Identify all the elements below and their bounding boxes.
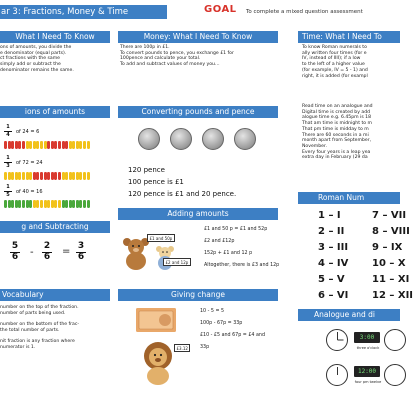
bead	[83, 141, 86, 149]
denominator: 6	[11, 251, 19, 262]
roman-numeral: 1 – I	[318, 210, 341, 221]
conversion-line: 100 pence is £1	[128, 178, 184, 186]
bead	[8, 141, 11, 149]
bead	[18, 141, 21, 149]
text-line: month apart from September,	[302, 138, 372, 144]
bead	[76, 200, 79, 208]
analogue-clock-icon	[384, 329, 406, 351]
analogue-clock-icon	[326, 364, 348, 386]
money-heading: Money: What I Need To Know	[118, 31, 278, 43]
bead	[8, 172, 11, 180]
roman-numeral: 12 – XII	[372, 290, 413, 301]
bead	[54, 141, 57, 149]
text-line: denominator remains the same.	[0, 67, 74, 73]
text-line: 100pence and calculate your total.	[120, 56, 201, 62]
adding-amounts-heading: Adding amounts	[118, 208, 278, 220]
text-line: 33p	[200, 345, 210, 350]
bead	[54, 172, 57, 180]
coin-icon	[234, 128, 256, 150]
price-tag: £3.12	[174, 344, 190, 352]
fraction	[42, 242, 52, 262]
text-line: 100p - 67p = 33p	[200, 321, 243, 326]
bead	[51, 172, 54, 180]
bead	[69, 141, 72, 149]
bead	[18, 172, 21, 180]
fraction-calc: of 24 = 6	[16, 129, 40, 135]
bead	[11, 200, 14, 208]
text-line: numerator is 1.	[0, 344, 36, 350]
bead	[11, 172, 14, 180]
bead	[87, 200, 90, 208]
bead	[47, 141, 50, 149]
bead	[65, 141, 68, 149]
bead	[44, 200, 47, 208]
coin-icon	[138, 128, 160, 150]
fraction-equation	[8, 242, 108, 266]
bead	[83, 200, 86, 208]
roman-numeral: 5 – V	[318, 274, 345, 285]
text-line: simply add or subtract the	[0, 62, 61, 68]
bead	[33, 141, 36, 149]
hour-hand	[338, 340, 344, 341]
price-tag: £1 and 50p	[147, 234, 175, 242]
roman-numeral: 4 – IV	[318, 258, 349, 269]
bead	[15, 172, 18, 180]
bead	[51, 141, 54, 149]
bead	[87, 141, 90, 149]
numerator: 1	[6, 124, 10, 130]
roman-numeral: 9 – IX	[372, 242, 403, 253]
bead	[22, 172, 25, 180]
text-line: extra day in February (29 da	[302, 155, 368, 161]
fractions-of-amounts-heading: ions of amounts	[0, 106, 110, 118]
fraction	[76, 242, 86, 262]
bead	[76, 172, 79, 180]
text-line: number on the bottom of the frac-	[0, 322, 80, 328]
bead	[36, 200, 39, 208]
adding-subtracting-heading: g and Subtracting	[0, 221, 110, 233]
fractions-intro	[0, 45, 110, 74]
price-tag: £2 and 12p	[163, 258, 191, 266]
fraction	[10, 242, 20, 262]
clock-caption: four pm twelve	[354, 380, 382, 384]
bead	[36, 141, 39, 149]
text-line: ally written four times (for e	[302, 50, 367, 56]
bead	[4, 200, 7, 208]
bead	[33, 200, 36, 208]
roman-numeral: 8 – VIII	[372, 226, 410, 237]
text-line: ct fractions with the same	[0, 56, 61, 62]
bead	[79, 200, 82, 208]
bead	[47, 200, 50, 208]
bead	[22, 200, 25, 208]
bead	[79, 172, 82, 180]
fraction-row	[0, 184, 110, 200]
fraction-row	[0, 155, 110, 171]
bead	[87, 172, 90, 180]
bead	[29, 172, 32, 180]
bead	[26, 200, 29, 208]
bead	[44, 172, 47, 180]
bead	[26, 172, 29, 180]
text-line: alogue time e.g. 6.45pm is 18	[302, 115, 372, 121]
conversion-line: 120 pence is £1 and 20 pence.	[128, 190, 237, 198]
bead	[18, 200, 21, 208]
bead-strip	[4, 200, 90, 208]
roman-numerals-table	[298, 210, 413, 306]
bead	[15, 141, 18, 149]
equals-sign: =	[62, 246, 71, 257]
denominator: 6	[77, 251, 85, 262]
digital-clock: 3:00	[354, 332, 380, 343]
bead	[15, 200, 18, 208]
time-reading-text	[302, 104, 400, 161]
roman-numeral: 6 – VI	[318, 290, 349, 301]
bead	[83, 172, 86, 180]
bead	[29, 141, 32, 149]
bead	[62, 172, 65, 180]
text-line: To add and subtract values of money you…	[120, 62, 220, 68]
minus-sign: -	[30, 247, 34, 258]
bead	[79, 141, 82, 149]
change-text	[200, 306, 280, 354]
banknote-icon	[136, 308, 176, 332]
roman-numerals-heading: Roman Num	[298, 192, 400, 204]
numerator: 3	[77, 241, 85, 251]
money-intro	[120, 45, 278, 68]
numerator: 5	[11, 241, 19, 251]
bead	[36, 172, 39, 180]
text-line: to the left of a higher value	[302, 62, 365, 68]
denominator: 5	[6, 191, 10, 198]
text-line: number of parts being used.	[0, 310, 66, 316]
text-line: £10 - £5 and 67p = £4 and	[200, 333, 265, 338]
numerator: 1	[6, 155, 10, 161]
fraction-calc: of 72 = 24	[16, 160, 43, 166]
bead	[51, 200, 54, 208]
vocabulary-heading: Vocabulary	[0, 289, 110, 301]
bead	[72, 200, 75, 208]
analogue-digital-heading: Analogue and di	[298, 309, 400, 321]
roman-numeral: 11 – XI	[372, 274, 410, 285]
text-line: e denominator (equal parts).	[0, 50, 67, 56]
converting-heading: Converting pounds and pence	[118, 106, 278, 118]
coin-icon	[202, 128, 224, 150]
bead	[33, 172, 36, 180]
fraction-calc: of 40 = 16	[16, 189, 43, 195]
bead	[62, 200, 65, 208]
text-line: Digital time is created by add	[302, 109, 371, 115]
bead	[69, 200, 72, 208]
text-line: Every four years is a leap yea	[302, 149, 371, 155]
text-line: There are 60 seconds in a mi	[302, 132, 369, 138]
text-line: To convert pounds to pence, you exchange £1 for	[120, 50, 234, 56]
bead	[40, 200, 43, 208]
bead	[58, 141, 61, 149]
roman-numeral: 2 – II	[318, 226, 345, 237]
denominator: 4	[6, 131, 10, 138]
bead	[44, 141, 47, 149]
text-line: To know Roman numerals to	[302, 45, 367, 50]
text-line: ons of amounts, you divide the	[0, 45, 72, 50]
fraction-row	[0, 124, 110, 140]
text-line: Read time on an analogue and	[302, 104, 373, 109]
numerator: 2	[43, 241, 51, 251]
fraction	[4, 124, 12, 138]
text-line: 152p + £1 and 12 p	[204, 251, 253, 256]
bead	[22, 141, 25, 149]
clock-caption: three o'clock	[356, 346, 380, 350]
fraction	[4, 155, 12, 169]
time-heading: Time: What I Need To	[298, 31, 400, 43]
vocabulary-text	[0, 305, 110, 351]
text-line: number on the top of the fraction.	[0, 305, 79, 310]
denominator: 3	[6, 162, 10, 169]
digital-clock: 12:00	[354, 366, 380, 377]
text-line: nit fraction is any fraction where	[0, 339, 75, 345]
coin-icon	[170, 128, 192, 150]
bead	[47, 172, 50, 180]
bead	[40, 141, 43, 149]
adding-text	[204, 224, 280, 272]
text-line: There are 100p in £1.	[120, 45, 170, 50]
text-line: right, it is added (for exampl	[302, 73, 368, 79]
minute-hand	[337, 332, 338, 340]
text-line: Altogether, there is £3 and 12p	[204, 263, 280, 268]
bead	[4, 172, 7, 180]
conversion-line: 120 pence	[128, 166, 165, 174]
giving-change-heading: Giving change	[118, 289, 278, 301]
page-title: ar 3: Fractions, Money & Time	[0, 5, 167, 19]
text-line: (for example, IV = 5 - 1) and	[302, 67, 368, 73]
bead	[62, 141, 65, 149]
bead	[58, 200, 61, 208]
time-roman-intro	[302, 45, 400, 79]
bead	[40, 172, 43, 180]
bead-strip	[4, 172, 90, 180]
analogue-clock-icon	[384, 364, 406, 386]
bead-strip	[4, 141, 90, 149]
fraction	[4, 184, 12, 198]
text-line: IV, instead of IIII); if a low	[302, 56, 361, 62]
text-line: 10 - 5 = 5	[200, 309, 225, 314]
bead	[29, 200, 32, 208]
bead	[54, 200, 57, 208]
text-line: That pm time is midday to m	[302, 126, 369, 132]
bead	[8, 200, 11, 208]
bead	[72, 141, 75, 149]
bead	[65, 200, 68, 208]
text-line: £1 and 50 p = £1 and 52p	[204, 227, 268, 232]
bead	[72, 172, 75, 180]
bead	[11, 141, 14, 149]
bead	[65, 172, 68, 180]
fractions-heading: What I Need To Know	[0, 31, 110, 43]
analogue-clock-icon	[326, 329, 348, 351]
roman-numeral: 3 – III	[318, 242, 349, 253]
teddy-bear-icon	[154, 244, 176, 270]
bead	[76, 141, 79, 149]
roman-numeral: 7 – VII	[372, 210, 407, 221]
bead	[69, 172, 72, 180]
bead	[26, 141, 29, 149]
bead	[58, 172, 61, 180]
goal-text: To complete a mixed question assessment	[246, 9, 363, 15]
lion-toy-icon	[138, 340, 178, 386]
goal-label: GOAL	[204, 4, 237, 15]
minute-hand	[337, 367, 338, 375]
text-line: That am time is midnight to m	[302, 121, 373, 127]
numerator: 1	[6, 184, 10, 190]
roman-numeral: 10 – X	[372, 258, 406, 269]
text-line: £2 and £12p	[204, 239, 235, 244]
denominator: 6	[43, 251, 51, 262]
text-line: November.	[302, 143, 327, 149]
bead	[4, 141, 7, 149]
text-line: the total number of parts.	[0, 327, 60, 333]
